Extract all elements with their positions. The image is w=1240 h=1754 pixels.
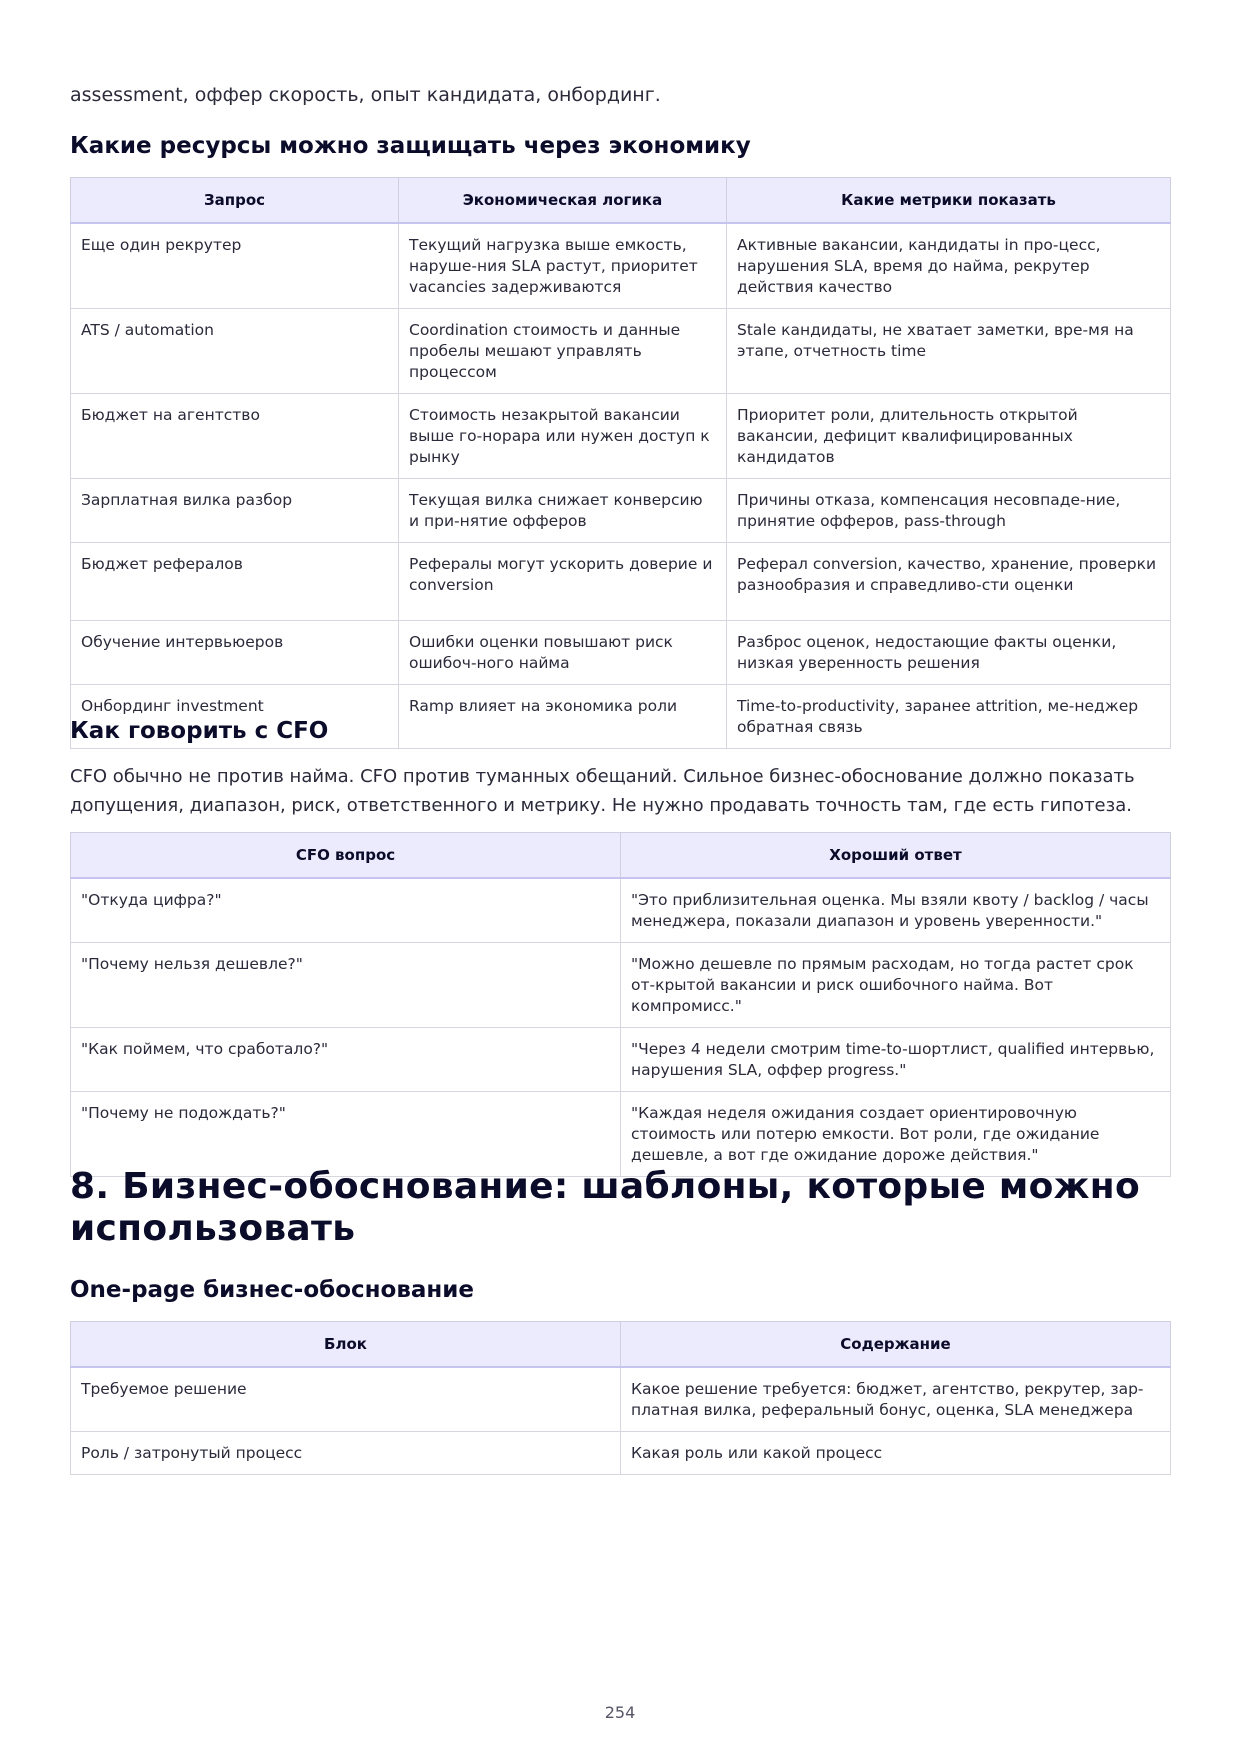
table-row xyxy=(71,878,1171,943)
resources-table xyxy=(70,177,1171,749)
table-cell: Активные вакансии, кандидаты in про-цесс, нарушения SLA, время до найма, рекрутер действия качество xyxy=(727,223,1171,309)
table-cell: Приоритет роли, длительность открытой вакансии, дефицит квалифицированных кандидатов xyxy=(727,394,1171,479)
section-heading-resources: Какие ресурсы можно защищать через экономику xyxy=(70,133,751,159)
table-cell: Stale кандидаты, не хватает заметки, вре-мя на этапе, отчетность time xyxy=(727,309,1171,394)
table-cell: Стоимость незакрытой вакансии выше го-норара или нужен доступ к рынку xyxy=(399,394,727,479)
table-row xyxy=(71,1432,1171,1475)
table-cell: Реферал conversion, качество, хранение, проверки разнообразия и справедливо-сти оценки xyxy=(727,543,1171,621)
table-cell: Бюджет на агентство xyxy=(71,394,399,479)
table-cell: "Можно дешевле по прямым расходам, но тогда растет срок от-крытой вакансии и риск ошибочного найма. Вот компромисс." xyxy=(621,943,1171,1028)
table-cell: Рефералы могут ускорить доверие и conversion xyxy=(399,543,727,621)
table-cell: Какое решение требуется: бюджет, агентство, рекрутер, зар-платная вилка, реферальный бонус, оценка, SLA менеджера xyxy=(621,1367,1171,1432)
table-cell: Еще один рекрутер xyxy=(71,223,399,309)
table-cell: Бюджет рефералов xyxy=(71,543,399,621)
table-cell: "Почему не подождать?" xyxy=(71,1092,621,1177)
column-header: CFO вопрос xyxy=(71,833,621,879)
table-cell: Разброс оценок, недостающие факты оценки, низкая уверенность решения xyxy=(727,621,1171,685)
table-cell: Time-to-productivity, заранее attrition, ме-неджер обратная связь xyxy=(727,685,1171,749)
table-row xyxy=(71,1028,1171,1092)
table-header-row xyxy=(71,1322,1171,1368)
table-cell: Ramp влияет на экономика роли xyxy=(399,685,727,749)
column-header: Блок xyxy=(71,1322,621,1368)
table-cell: "Как поймем, что сработало?" xyxy=(71,1028,621,1092)
table-row xyxy=(71,621,1171,685)
table-cell: "Каждая неделя ожидания создает ориентировочную стоимость или потерю емкости. Вот роли, где ожидание дешевле, а вот где ожидание дороже действия." xyxy=(621,1092,1171,1177)
table-cell: Роль / затронутый процесс xyxy=(71,1432,621,1475)
chapter-title: 8. Бизнес-обоснование: шаблоны, которые можно использовать xyxy=(70,1166,1140,1249)
column-header: Экономическая логика xyxy=(399,178,727,224)
page-number: 254 xyxy=(604,1703,636,1722)
table-cell: Coordination стоимость и данные пробелы мешают управлять процессом xyxy=(399,309,727,394)
table-cell: "Откуда цифра?" xyxy=(71,878,621,943)
table-row xyxy=(71,1367,1171,1432)
table-row xyxy=(71,394,1171,479)
table-cell: Требуемое решение xyxy=(71,1367,621,1432)
table-cell: Причины отказа, компенсация несовпаде-ние, принятие офферов, pass-through xyxy=(727,479,1171,543)
table-header-row xyxy=(71,833,1171,879)
table-cell: Ошибки оценки повышают риск ошибоч-ного найма xyxy=(399,621,727,685)
cfo-table xyxy=(70,832,1171,1177)
table-row xyxy=(71,543,1171,621)
onepage-table xyxy=(70,1321,1171,1475)
table-header-row xyxy=(71,178,1171,224)
table-row xyxy=(71,309,1171,394)
table-cell: Какая роль или какой процесс xyxy=(621,1432,1171,1475)
table-cell: Зарплатная вилка разбор xyxy=(71,479,399,543)
intro-line: assessment, оффер скорость, опыт кандидата, онбординг. xyxy=(70,84,661,106)
column-header: Запрос xyxy=(71,178,399,224)
column-header: Хороший ответ xyxy=(621,833,1171,879)
table-cell: Текущая вилка снижает конверсию и при-нятие офферов xyxy=(399,479,727,543)
table-cell: Обучение интервьюеров xyxy=(71,621,399,685)
column-header: Какие метрики показать xyxy=(727,178,1171,224)
table-cell: "Это приблизительная оценка. Мы взяли квоту / backlog / часы менеджера, показали диапазон и уровень уверенности." xyxy=(621,878,1171,943)
column-header: Содержание xyxy=(621,1322,1171,1368)
cfo-paragraph: CFO обычно не против найма. CFO против туманных обещаний. Сильное бизнес-обоснование должно показать допущения, диапазон, риск, ответственного и метрику. Не нужно продавать точность там, где есть гипотеза. xyxy=(70,766,1135,816)
table-cell: "Почему нельзя дешевле?" xyxy=(71,943,621,1028)
table-cell: Онбординг investment xyxy=(71,685,399,749)
table-cell: "Через 4 недели смотрим time-to-шортлист, qualified интервью, нарушения SLA, оффер progress." xyxy=(621,1028,1171,1092)
table-row xyxy=(71,479,1171,543)
table-row xyxy=(71,223,1171,309)
table-cell: Текущий нагрузка выше емкость, наруше-ния SLA растут, приоритет vacancies задерживаются xyxy=(399,223,727,309)
table-row xyxy=(71,943,1171,1028)
section-heading-onepage: One-page бизнес-обоснование xyxy=(70,1277,475,1303)
table-row xyxy=(71,1092,1171,1177)
section-heading-cfo: Как говорить с CFO xyxy=(70,718,329,744)
table-cell: ATS / automation xyxy=(71,309,399,394)
